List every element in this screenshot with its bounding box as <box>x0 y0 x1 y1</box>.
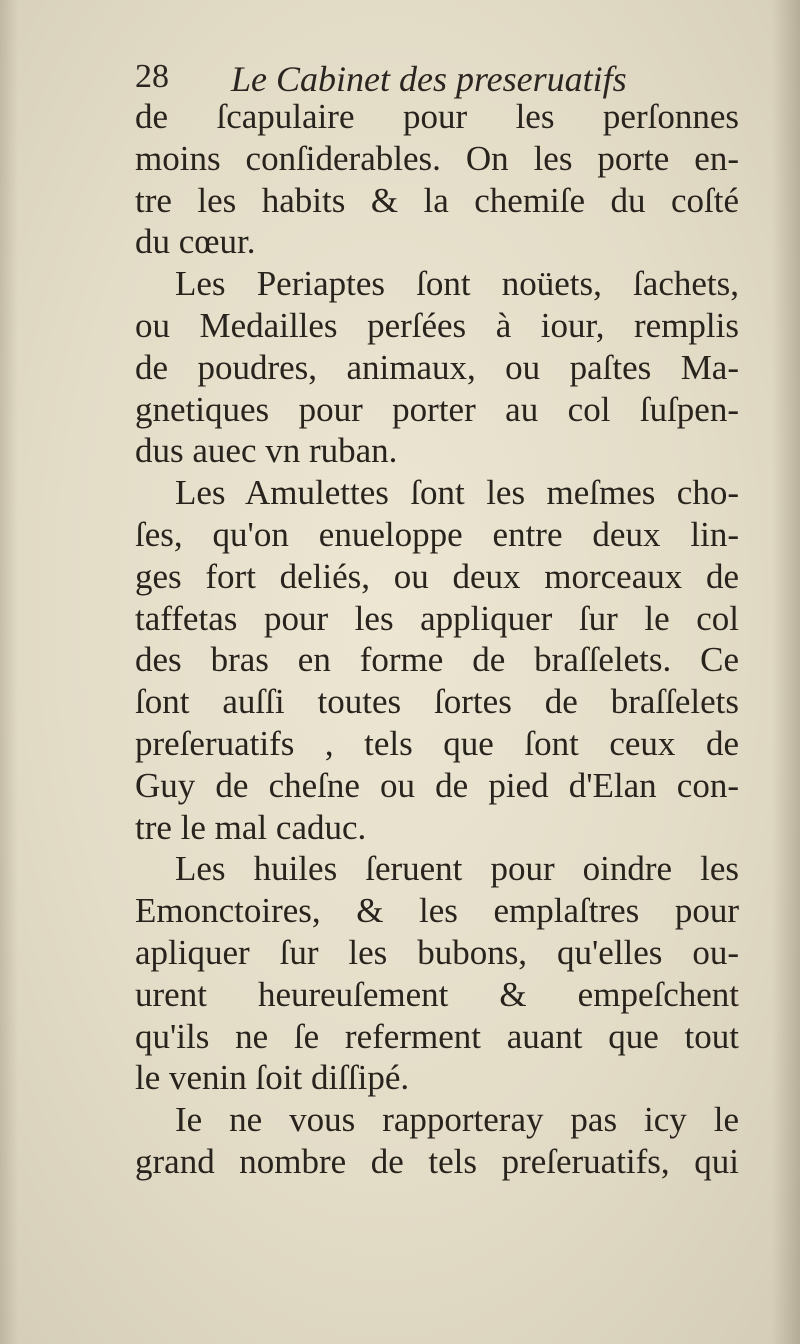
text-line: Les huiles ſeruent pour oindre les <box>175 849 739 889</box>
body-text <box>135 96 739 1183</box>
text-line: ſes, qu'on enueloppe entre deux lin- <box>135 514 739 554</box>
text-line: de ſcapulaire pour les perſonnes <box>135 97 739 136</box>
page-number: 28 <box>135 58 169 95</box>
page-edge-shadow-right <box>772 0 800 1344</box>
text-line: dus auec vn ruban. <box>135 431 398 471</box>
text-line: Les Periaptes ſont noüets, ſachets, <box>175 264 739 304</box>
text-line: ſont auſſi toutes ſortes de braſſelets <box>135 682 739 722</box>
text-line: tre le mal caduc. <box>135 807 367 847</box>
text-line: Les Amulettes ſont les meſmes cho- <box>175 473 739 513</box>
page-edge-shadow-left <box>0 0 18 1344</box>
text-line: apliquer ſur les bubons, qu'elles ou- <box>135 932 739 972</box>
text-line: Guy de cheſne ou de pied d'Elan con- <box>135 765 739 805</box>
running-title: Le Cabinet des preseruatifs <box>231 59 627 99</box>
text-line: ges fort deliés, ou deux morceaux de <box>135 556 739 596</box>
text-line: ou Medailles perſées à iour, remplis <box>135 305 739 345</box>
text-line: grand nombre de tels preſeruatifs, qui <box>135 1141 739 1181</box>
text-line: Ie ne vous rapporteray pas icy le <box>175 1100 739 1140</box>
text-line: des bras en forme de braſſelets. Ce <box>135 640 739 680</box>
text-line: urent heureuſement & empeſchent <box>135 974 739 1014</box>
text-line: qu'ils ne ſe referment auant que tout <box>135 1016 739 1056</box>
text-line: tre les habits & la chemiſe du coſté <box>135 180 739 220</box>
text-line: gnetiques pour porter au col ſuſpen- <box>135 389 739 429</box>
text-line: taffetas pour les appliquer ſur le col <box>135 598 739 638</box>
text-line: moins conſiderables. On les porte en- <box>135 138 739 178</box>
text-line: du cœur. <box>135 222 256 262</box>
text-line: preſeruatifs , tels que ſont ceux de <box>135 723 739 763</box>
text-line: le venin ſoit diſſipé. <box>135 1058 410 1098</box>
text-line: Emonctoires, & les emplaſtres pour <box>135 891 739 931</box>
text-line: de poudres, animaux, ou paſtes Ma- <box>135 347 739 387</box>
